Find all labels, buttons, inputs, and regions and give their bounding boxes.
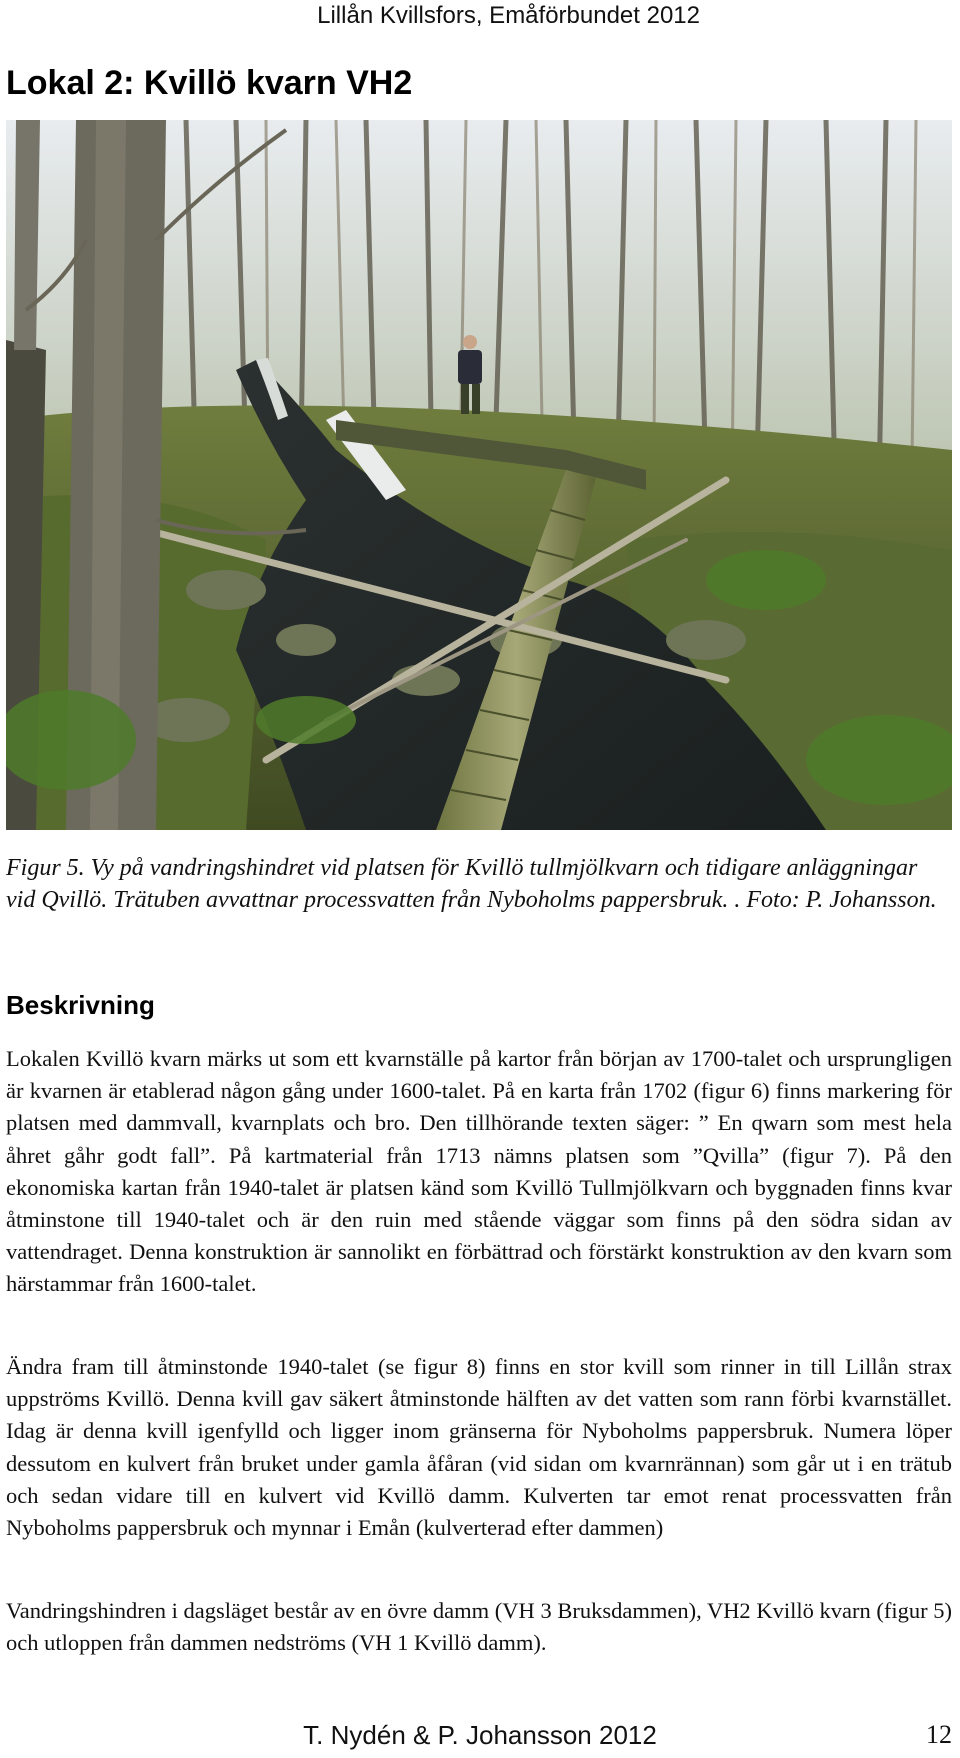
paragraph-2: Ändra fram till åtminstonde 1940-talet (se figur 8) finns en stor kvill som rinner in till Lillån strax uppströms Kvillö. Denna kvill gav säkert åtminstonde hälften av det vatten som rann förbi kvarnstället. Idag är denna kvill igenfylld och ligger inom gränserna för Nyboholms pappersbruk. Numera löper dessutom en kulvert från bruket under gamla åfåran (vid sidan om kvarnrännan) som går ut i en trätub och sedan vidare till en kulvert vid Kvillö damm. Kulverten tar emot renat processvatten från Nyboholms pappersbruk och mynnar i Emån (kulverterad efter dammen) [6, 1354, 952, 1541]
forest-stream-photo [6, 120, 952, 830]
running-header: Lillån Kvillsfors, Emåförbundet 2012 [317, 2, 700, 29]
paragraph-3: Vandringshindren i dagsläget består av en övre damm (VH 3 Bruksdammen), VH2 Kvillö kvarn (figur 5) och utloppen från dammen nedströms (VH 1 Kvillö damm). [6, 1598, 952, 1656]
footer-authors: T. Nydén & P. Johansson 2012 [303, 1720, 657, 1750]
figure-caption: Figur 5. Vy på vandringshindret vid platsen för Kvillö tullmjölkvarn och tidigare anläggningar vid Qvillö. Trätuben avvattnar processvatten från Nyboholms pappersbruk. . Foto: P. Johansson. [6, 855, 937, 913]
paragraph-1: Lokalen Kvillö kvarn märks ut som ett kvarnställe på kartor från början av 1700-talet och ursprungligen är kvarnen är etablerad någon gång under 1600-talet. På en karta från 1702 (figur 6) finns markering för platsen med dammvall, kvarnplats och bro. Den tillhörande texten säger: ” En qwarn som mest hela åhret gåhr godt fall”. På kartmaterial från 1713 nämns platsen som ”Qvilla” (figur 7). På den ekonomiska kartan från 1940-talet är platsen känd som Kvillö Tullmjölkvarn och byggnaden finns kvar åtminstone till 1940-talet och är den ruin med stående väggar som finns på den södra sidan av vattendraget. Denna konstruktion är sannolikt en förbättrad och förstärkt konstruktion av den kvarn som härstammar från 1600-talet. [6, 1046, 952, 1297]
page-number: 12 [926, 1720, 952, 1749]
section-heading: Beskrivning [6, 990, 155, 1020]
figure-photo [6, 120, 952, 830]
page-title: Lokal 2: Kvillö kvarn VH2 [6, 64, 413, 102]
